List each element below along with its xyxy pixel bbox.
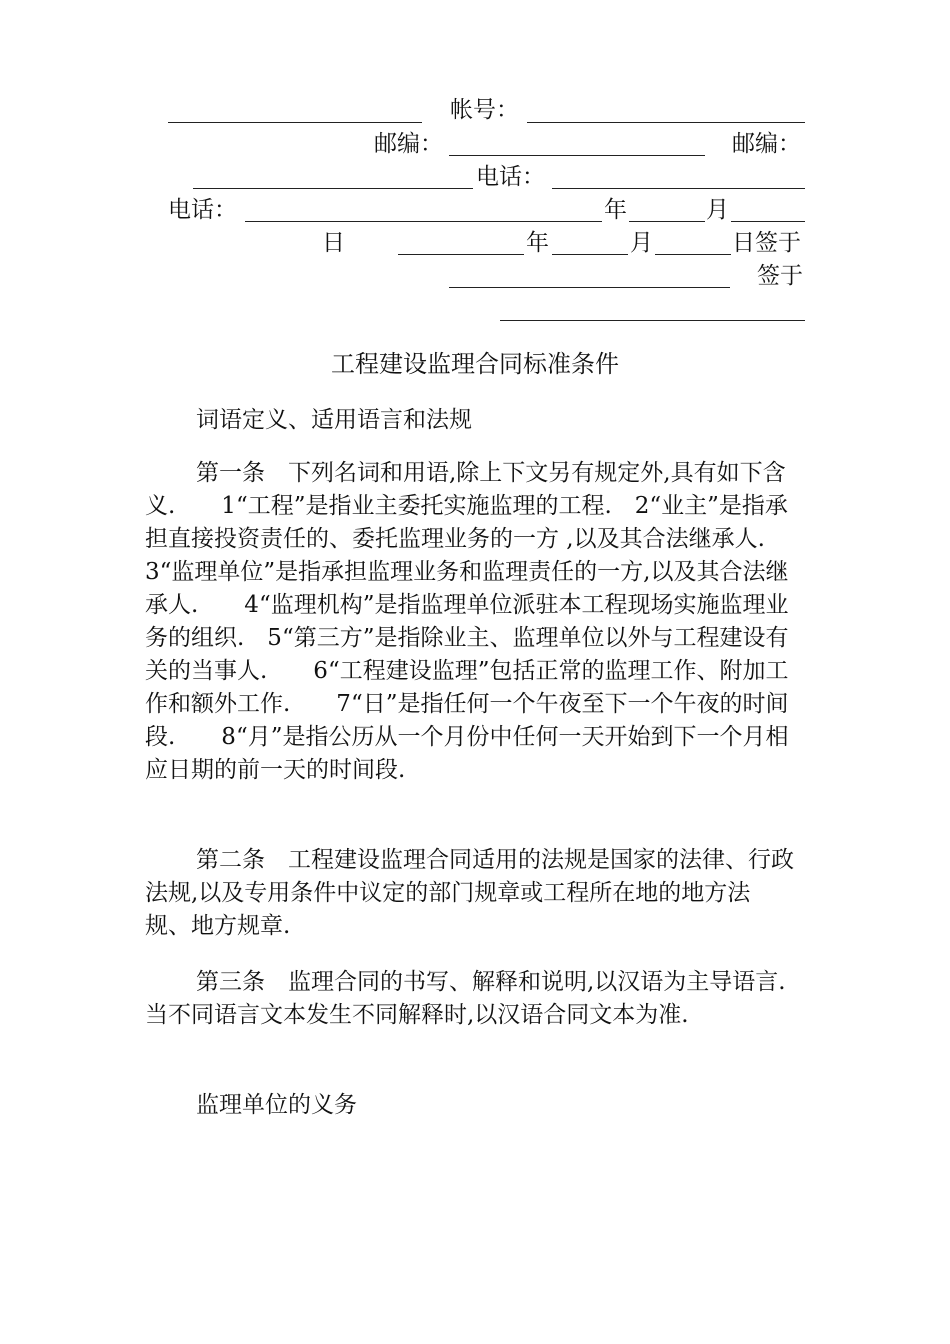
year-blank	[629, 221, 705, 222]
day-blank	[655, 254, 731, 255]
blank-line	[193, 188, 473, 189]
signed-label: 签于	[757, 263, 803, 289]
year-blank	[398, 254, 524, 255]
section-heading: 词语定义、适用语言和法规	[196, 407, 472, 433]
month-label: 月	[630, 230, 653, 256]
year-label: 年	[526, 230, 549, 256]
year-label: 年	[604, 197, 627, 223]
phone-label: 电话：	[476, 164, 545, 190]
phone-blank	[245, 221, 602, 222]
article-2: 第二条 工程建设监理合同适用的法规是国家的法律、行政法规,以及专用条件中议定的部门规章或工程所在地的地方法规、地方规章.	[145, 847, 794, 939]
signed-blank	[449, 287, 730, 288]
article-3: 第三条 监理合同的书写、解释和说明,以汉语为主导语言.当不同语言文本发生不同解释时,以汉语合同文本为准.	[145, 969, 786, 1028]
section-heading: 监理单位的义务	[196, 1092, 357, 1118]
month-label: 月	[706, 197, 729, 223]
article-1: 第一条 下列名词和用语,除上下文另有规定外,具有如下含义. 1“工程”是指业主委托实施监理的工程. 2“业主”是指承担直接投资责任的、委托监理业务的一方 ,以及其合法继承人. 3“监理单位”是指承担监理业务和监理责任的一方,以及其合法继承人. 4“监理机构”是指监理单位派驻本工程现场实施监理业务的组织. 5“第三方”是指除业主、监理单位以外与工程建设有关的当事人. 6“工程建设监理”包括正常的监理工作、附加工作和额外工作. 7“日”是指任何一个午夜至下一个午夜的时间段. 8“月”是指公历从一个月份中任何一天开始到下一个月相应日期的前一天的时间段.	[145, 460, 811, 783]
phone-blank	[552, 188, 805, 189]
document-title: 工程建设监理合同标准条件	[331, 350, 619, 378]
account-blank	[527, 122, 805, 123]
zip-blank	[449, 155, 705, 156]
month-blank	[731, 221, 805, 222]
account-label: 帐号：	[450, 97, 519, 123]
zip-label: 邮编：	[732, 131, 801, 157]
signed-location-blank	[500, 320, 805, 321]
day-label: 日	[322, 230, 345, 256]
blank-line	[168, 122, 422, 123]
day-signed-label: 日签于	[732, 230, 801, 256]
zip-label: 邮编：	[374, 131, 443, 157]
phone-label: 电话：	[168, 197, 237, 223]
month-blank	[552, 254, 628, 255]
